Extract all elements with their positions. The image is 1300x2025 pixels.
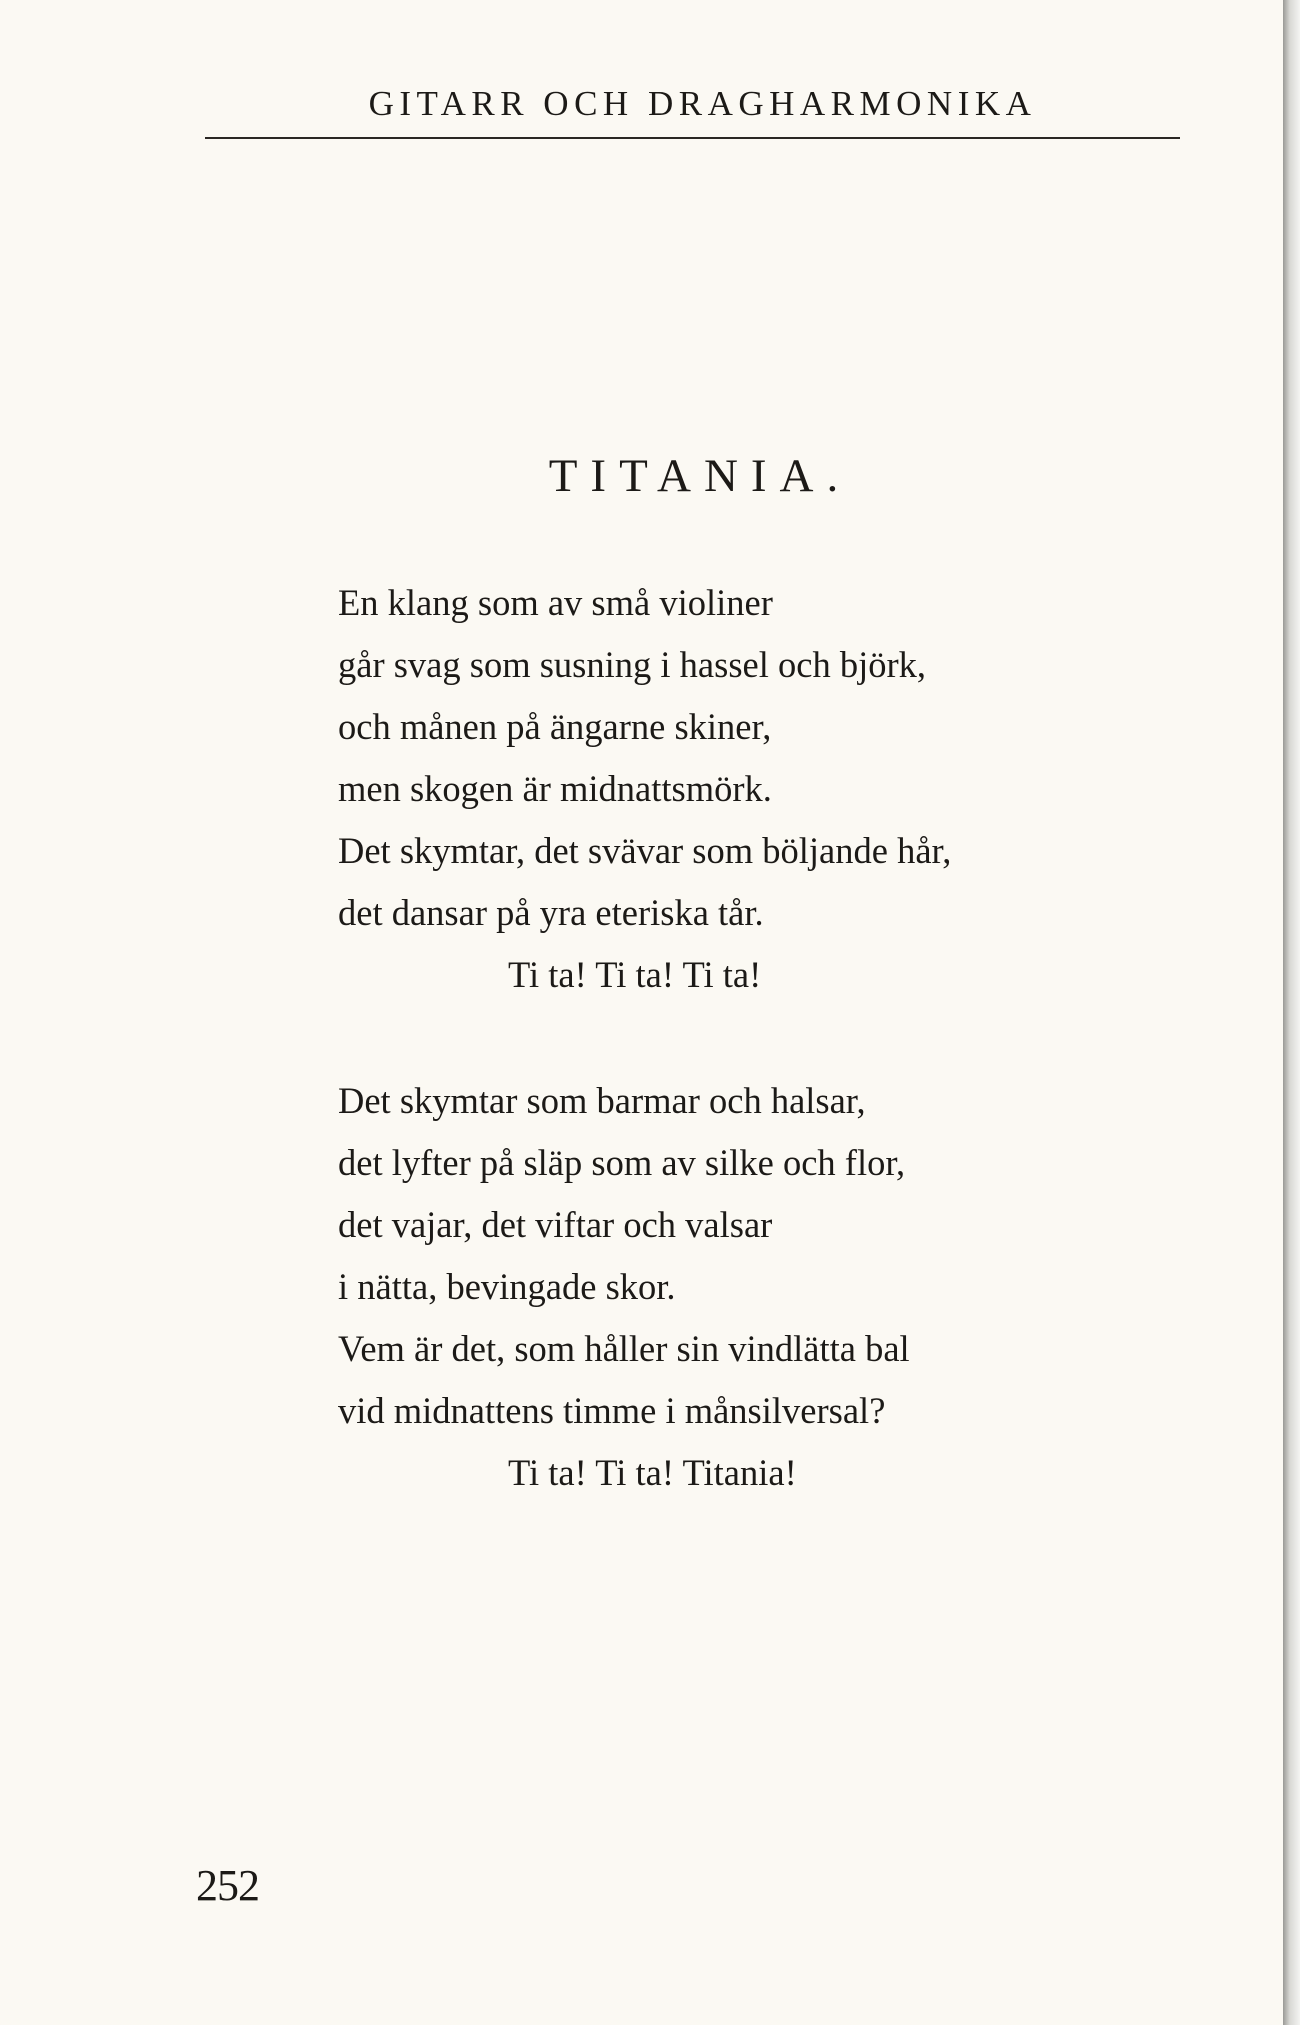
refrain-line: Ti ta! Ti ta! Ti ta! — [508, 954, 762, 995]
refrain-line: Ti ta! Ti ta! Titania! — [508, 1452, 797, 1493]
verse-line: Vem är det, som håller sin vindlätta bal — [338, 1328, 910, 1369]
verse-line: det vajar, det viftar och valsar — [338, 1204, 773, 1245]
page-number: 252 — [196, 1861, 259, 1910]
stanza-2 — [338, 1070, 1178, 1504]
running-head: GITARR OCH DRAGHARMONIKA — [368, 84, 1037, 123]
poem-title: TITANIA. — [548, 450, 852, 502]
verse-line: och månen på ängarne skiner, — [338, 706, 772, 747]
header-rule — [205, 137, 1180, 139]
page-edge — [1283, 0, 1300, 2025]
verse-line: Det skymtar som barmar och halsar, — [338, 1080, 866, 1121]
verse-line: det dansar på yra eteriska tår. — [338, 892, 764, 933]
verse-line: det lyfter på släp som av silke och flor, — [338, 1142, 906, 1183]
verse-line: men skogen är midnattsmörk. — [338, 768, 772, 809]
verse-line: i nätta, bevingade skor. — [338, 1266, 676, 1307]
verse-line: vid midnattens timme i månsilversal? — [338, 1390, 886, 1431]
stanza-1 — [338, 572, 1178, 1006]
verse-line: går svag som susning i hassel och björk, — [338, 644, 926, 685]
verse-line: Det skymtar, det svävar som böljande hår, — [338, 830, 952, 871]
verse-line: En klang som av små violiner — [338, 582, 773, 623]
